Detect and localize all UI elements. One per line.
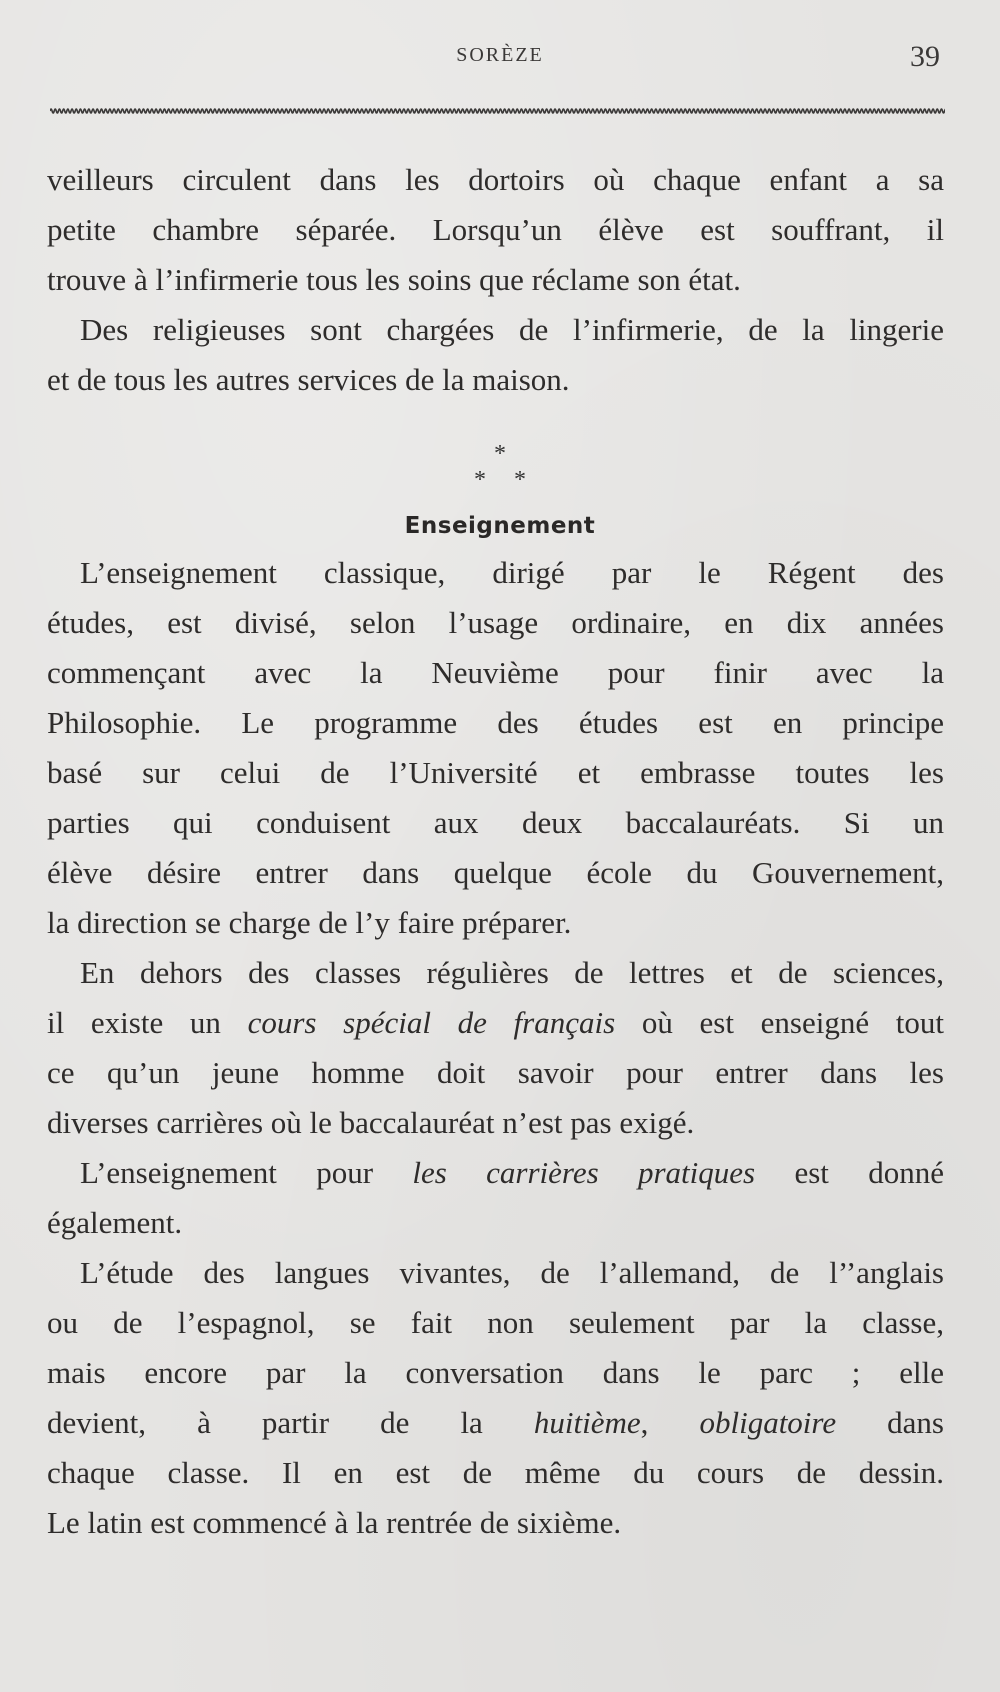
asterisk-icon: *: [474, 468, 486, 492]
text-line: veilleurs circulent dans les dortoirs où chaque enfant a sa: [47, 162, 944, 197]
text-line: [47, 1148, 944, 1198]
text-run: où est enseigné tout: [615, 1005, 944, 1040]
italic-text: les carrières pratiques: [412, 1155, 756, 1190]
text-line: commençant avec la Neuvième pour finir avec la: [47, 655, 944, 690]
text-line: trouve à l’infirmerie tous les soins que réclame son état.: [47, 262, 741, 297]
text-line: petite chambre séparée. Lorsqu’un élève est souffrant, il: [47, 212, 944, 247]
wavy-rule-divider: [50, 104, 945, 118]
text-line: élève désire entrer dans quelque école du Gouvernement,: [47, 855, 944, 890]
text-line: basé sur celui de l’Université et embrasse toutes les: [47, 755, 944, 790]
text-line: Des religieuses sont chargées de l’infirmerie, de la lingerie: [80, 312, 944, 347]
text-line: Le latin est commencé à la rentrée de sixième.: [47, 1505, 622, 1540]
text-run: est donné: [755, 1155, 944, 1190]
text-line: ce qu’un jeune homme doit savoir pour entrer dans les: [47, 1055, 944, 1090]
text-line: ou de l’espagnol, se fait non seulement par la classe,: [47, 1305, 944, 1340]
text-line: Philosophie. Le programme des études est en principe: [47, 705, 944, 740]
asterism-ornament: [0, 440, 1000, 496]
text-run: L’enseignement pour: [80, 1155, 413, 1190]
text-line: L’enseignement classique, dirigé par le Régent des: [80, 555, 944, 590]
wavy-rule-path: [50, 109, 945, 113]
italic-text: huitième: [533, 1405, 641, 1440]
text-line: [47, 998, 944, 1048]
asterisk-icon: *: [514, 468, 526, 492]
text-line: et de tous les autres services de la maison.: [47, 362, 570, 397]
text-line: mais encore par la conversation dans le parc ; elle: [47, 1355, 944, 1390]
text-line: études, est divisé, selon l’usage ordinaire, en dix années: [47, 605, 944, 640]
text-line: parties qui conduisent aux deux baccalauréats. Si un: [47, 805, 944, 840]
text-line: En dehors des classes régulières de lettres et de sciences,: [80, 955, 944, 990]
running-title: SORÈZE: [456, 44, 544, 66]
running-head: [0, 40, 1000, 80]
text-line: également.: [47, 1205, 183, 1240]
italic-text: cours spécial de français: [247, 1005, 616, 1040]
text-line: [47, 1398, 944, 1448]
text-line: diverses carrières où le baccalauréat n’est pas exigé.: [47, 1105, 695, 1140]
page-number: 39: [910, 40, 940, 73]
text-run: il existe un: [47, 1005, 248, 1040]
text-line: chaque classe. Il en est de même du cours de dessin.: [47, 1455, 944, 1490]
top-text-block: [47, 155, 944, 405]
section-heading: Enseignement: [404, 513, 596, 539]
text-run: ,: [640, 1405, 700, 1440]
text-run: devient, à partir de la: [47, 1405, 534, 1440]
section-text-block: [47, 548, 944, 1548]
text-line: la direction se charge de l’y faire préparer.: [47, 905, 572, 940]
text-line: L’étude des langues vivantes, de l’allemand, de l’’anglais: [80, 1255, 944, 1290]
text-run: dans: [836, 1405, 944, 1440]
italic-text: obligatoire: [699, 1405, 837, 1440]
asterisk-icon: *: [494, 442, 506, 466]
